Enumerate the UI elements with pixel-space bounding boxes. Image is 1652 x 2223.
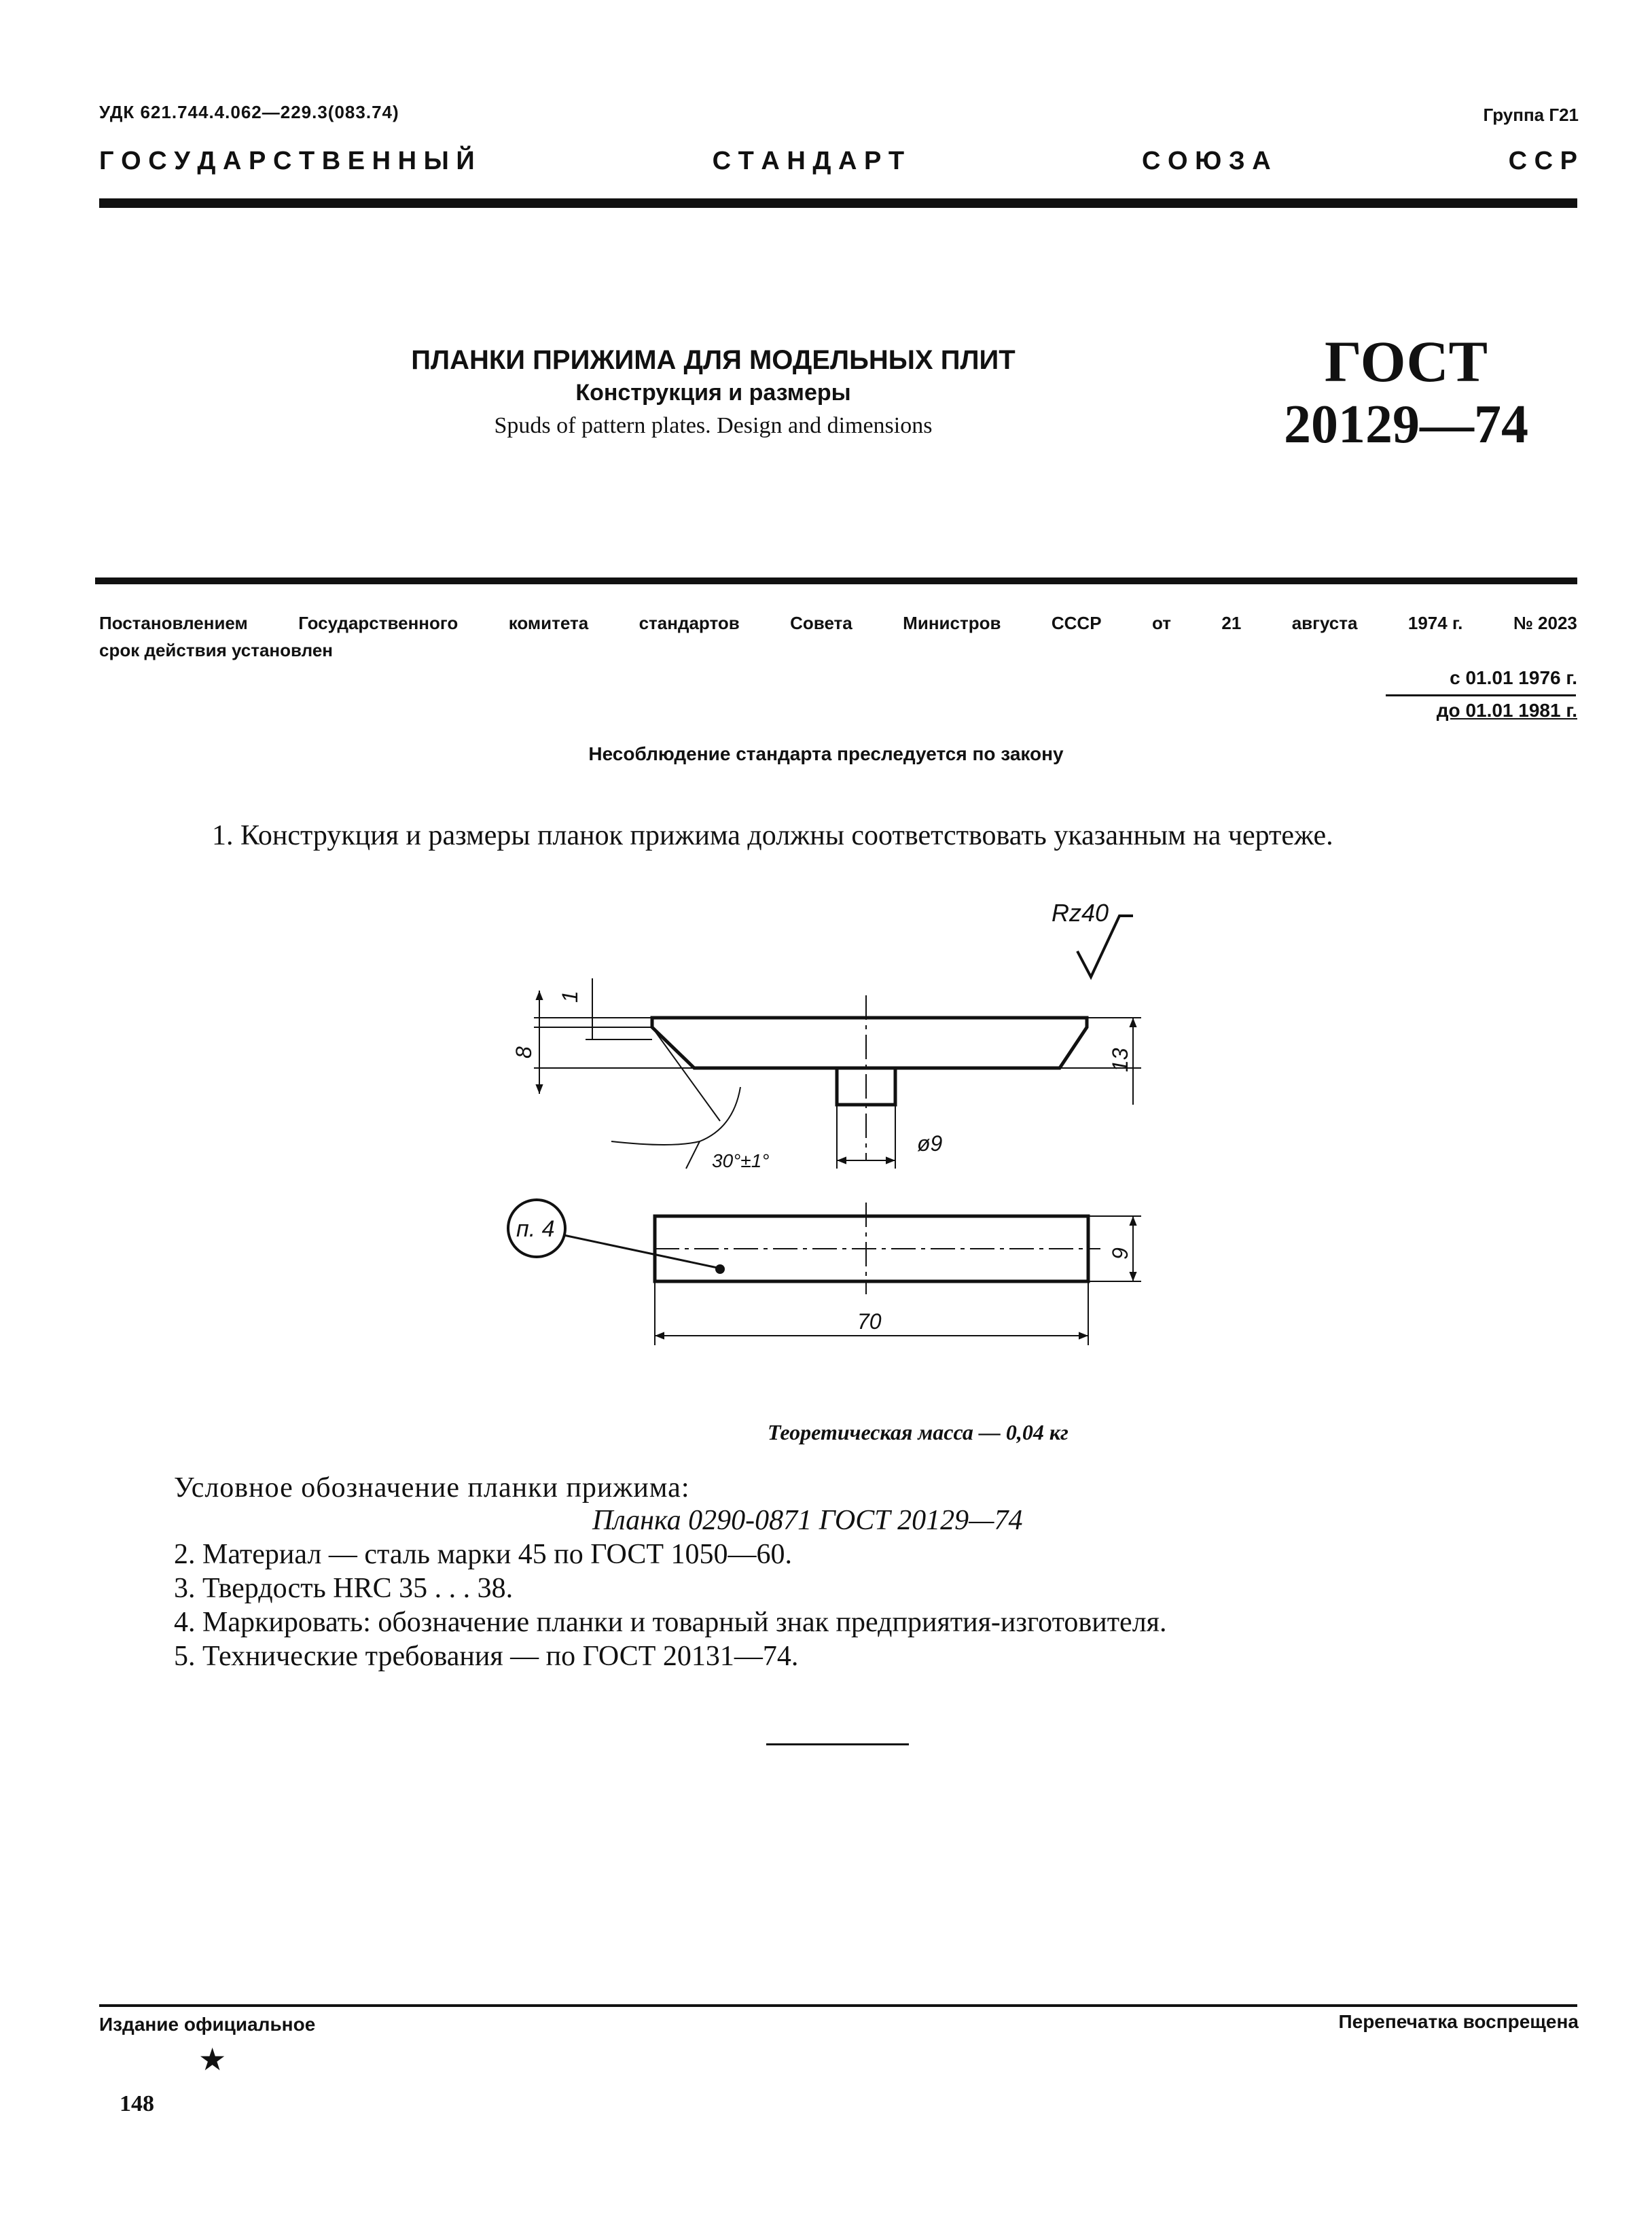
date-to: до 01.01 1981 г.: [1436, 700, 1577, 721]
item-2: 2. Материал — сталь марки 45 по ГОСТ 1050—60.: [174, 1539, 793, 1570]
compliance-notice: Несоблюдение стандарта преследуется по закону: [588, 743, 1064, 764]
gost-number: 20129—74: [1284, 395, 1528, 455]
reprint-notice: Перепечатка воспрещена: [1338, 2011, 1579, 2032]
callout-dot: [715, 1264, 725, 1274]
dim-label-13: 13: [1108, 1048, 1132, 1072]
end-rule: [766, 1743, 909, 1745]
callout-leader: [564, 1235, 717, 1268]
title-en: Spuds of pattern plates. Design and dimensions: [494, 413, 933, 438]
group-code: Группа Г21: [1483, 105, 1579, 125]
decree-word: 1974 г.: [1407, 613, 1463, 633]
dim-label-1: 1: [558, 991, 582, 1003]
decree-word: Министров: [903, 613, 1001, 633]
decree-word: Совета: [790, 613, 852, 633]
banner-word: С Т А Н Д А Р Т: [712, 147, 905, 175]
front-view-body: [652, 1018, 1087, 1068]
decree-word: комитета: [508, 613, 589, 633]
udk-code: УДК 621.744.4.062—229.3(083.74): [99, 102, 399, 122]
date-from: с 01.01 1976 г.: [1450, 667, 1577, 688]
banner-word: С О Ю З А: [1142, 147, 1271, 175]
decree-word: № 2023: [1513, 613, 1577, 633]
banner-word: С С Р: [1508, 147, 1577, 175]
decree-word: от: [1151, 613, 1171, 633]
dim-label-8: 8: [511, 1046, 536, 1059]
decree-word: августа: [1291, 613, 1358, 633]
item-3: 3. Твердость HRC 35 . . . 38.: [174, 1573, 514, 1604]
dim-label-9: 9: [1108, 1247, 1132, 1260]
designation-value: Планка 0290-0871 ГОСТ 20129—74: [592, 1505, 1023, 1536]
designation-label: Условное обозначение планки прижима:: [174, 1472, 690, 1504]
decree-word: Постановлением: [99, 613, 248, 633]
title-ru: ПЛАНКИ ПРИЖИМА ДЛЯ МОДЕЛЬНЫХ ПЛИТ: [411, 345, 1016, 375]
theoretical-mass: Теоретическая масса — 0,04 кг: [768, 1420, 1069, 1444]
callout-label: п. 4: [516, 1216, 555, 1242]
decree-word: СССР: [1051, 613, 1102, 633]
paragraph-1: 1. Конструкция и размеры планок прижима должны соответствовать указанным на чертеже.: [212, 820, 1333, 851]
decree-word: 21: [1221, 613, 1242, 633]
dim-label-d9: ø9: [917, 1131, 943, 1156]
decree-word: Государственного: [298, 613, 459, 633]
dim-label-angle: 30°±1°: [712, 1150, 770, 1171]
star-icon: ★: [198, 2042, 227, 2077]
roughness-label: Rz40: [1052, 899, 1109, 927]
decree-word: стандартов: [639, 613, 740, 633]
edition-label: Издание официальное: [99, 2014, 316, 2035]
angle-arc: [611, 1087, 740, 1145]
item-4: 4. Маркировать: обозначение планки и товарный знак предприятия-изготовителя.: [174, 1607, 1167, 1638]
subtitle-ru: Конструкция и размеры: [575, 380, 851, 406]
gost-label: ГОСТ: [1325, 329, 1488, 394]
footer-rule: [99, 2004, 1577, 2007]
dim-label-70: 70: [857, 1309, 882, 1334]
item-5: 5. Технические требования — по ГОСТ 20131—74.: [174, 1641, 799, 1672]
term-label: срок действия установлен: [99, 640, 333, 660]
page-number: 148: [120, 2091, 154, 2116]
banner-word: Г О С У Д А Р С Т В Е Н Н Ы Й: [99, 147, 475, 175]
